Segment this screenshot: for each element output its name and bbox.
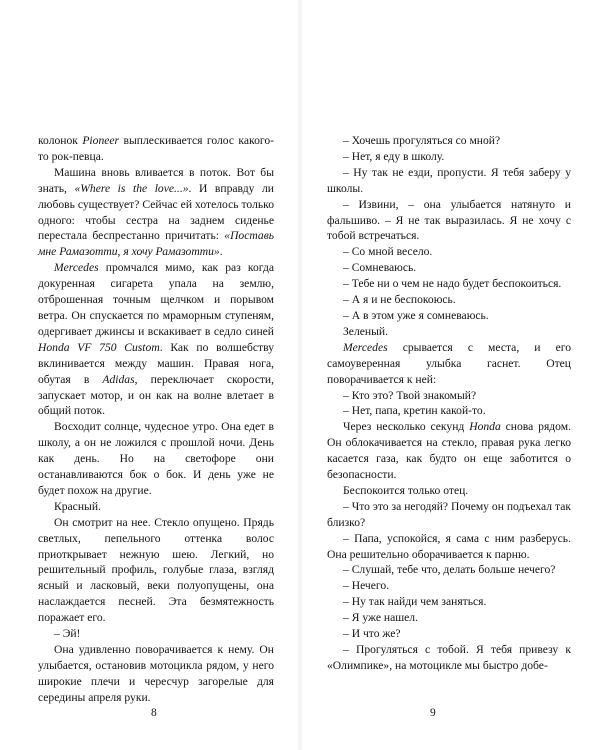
text-run: – Папа, успокойся, я сама с ним разберусь. Она решительно оборачивается к парню. xyxy=(327,531,571,561)
text-run: – Прогуляться с тобой. Я тебя привезу к «Олимпике», на мотоцикле мы быстро добе- xyxy=(327,643,571,672)
text-run: выплескивается голос какого-то рок-певца. xyxy=(38,134,274,163)
paragraph xyxy=(327,594,571,610)
paragraph xyxy=(327,626,571,642)
paragraph xyxy=(38,626,274,642)
text-run: – Хочешь прогуляться со мной? xyxy=(343,134,501,147)
paragraph xyxy=(327,388,571,404)
paragraph xyxy=(38,133,274,165)
text-run: – И что же? xyxy=(343,627,401,641)
text-run: – Сомневаюсь. xyxy=(343,261,417,275)
text-run: . xyxy=(219,245,223,259)
paragraph xyxy=(327,324,571,340)
paragraph xyxy=(327,276,571,292)
text-run: – Что это за негодяй? Почему он подъехал так близко? xyxy=(327,499,571,529)
text-run: . И вправду ли любовь существует? Сейчас ей хотелось только одного: чтобы сестра на заднем сиденье перестала беспрестанно причитать: xyxy=(38,181,274,243)
right-page xyxy=(300,0,600,750)
paragraph xyxy=(327,197,571,245)
text-run: – Кто это? Твой знакомый? xyxy=(343,388,477,402)
left-page-text xyxy=(38,133,274,706)
text-run: – Извини, – она улыбается натянуто и фальшиво. – Я не так выразилась. Я не хочу с тобой встречаться. xyxy=(327,197,571,243)
paragraph xyxy=(327,578,571,594)
text-run: Красный. xyxy=(54,499,101,513)
paragraph xyxy=(327,642,571,674)
paragraph xyxy=(38,419,274,499)
text-run: – Нет, я еду в школу. xyxy=(343,149,445,163)
italic-run: Honda VF 750 Custom xyxy=(38,340,160,354)
italic-run: Honda xyxy=(469,420,501,434)
text-run: – Тебе ни о чем не надо будет беспокоиться. xyxy=(343,277,562,291)
italic-run: Mercedes xyxy=(54,261,99,275)
right-page-number: 9 xyxy=(430,707,436,719)
paragraph xyxy=(327,308,571,324)
text-run: – Я уже нашел. xyxy=(343,611,418,625)
text-run: – Ну так найди чем заняться. xyxy=(343,595,487,609)
italic-run: «Поставь мне Рамазотти, я хочу Рамазотти» xyxy=(38,229,274,259)
text-run: Через несколько секунд xyxy=(343,420,470,434)
text-run: Зеленый. xyxy=(343,324,388,338)
text-run: промчался мимо, как раз когда докуренная сигарета упала на землю, отброшенная точным щелчком и порывом ветра. Он спускается по мраморным ступеням, одергивает джинсы и вскакивает в седло синей xyxy=(38,261,274,338)
paragraph xyxy=(327,133,571,149)
paragraph xyxy=(327,531,571,563)
text-run: – А в этом уже я сомневаюсь. xyxy=(343,308,489,322)
paragraph xyxy=(327,292,571,308)
paragraph xyxy=(327,610,571,626)
text-run: Машина вновь вливается в поток. Вот бы знать, xyxy=(38,165,274,195)
text-run: – Нечего. xyxy=(343,579,390,593)
text-run: . Как по волшебству вклинивается между машин. Правая нога, обутая в xyxy=(38,340,274,386)
paragraph xyxy=(327,499,571,531)
paragraph xyxy=(327,149,571,165)
text-run: – Эй! xyxy=(54,627,81,641)
paragraph xyxy=(327,403,571,419)
paragraph xyxy=(327,562,571,578)
text-run: – Нет, папа, кретин какой-то. xyxy=(343,404,486,418)
paragraph xyxy=(327,419,571,483)
italic-run: Mercedes xyxy=(343,340,388,354)
paragraph xyxy=(38,165,274,260)
text-run: Она удивленно поворачивается к нему. Он улыбается, остановив мотоцикла рядом, у него широкие плечи и чересчур загорелые для середины апреля руки. xyxy=(38,643,274,704)
text-run: колонок xyxy=(38,134,83,147)
text-run: – А я и не беспокоюсь. xyxy=(343,293,456,307)
text-run: Восходит солнце, чудесное утро. Она едет в школу, а он не ложился с прошлой ночи. День как день. Но на светофоре они останавливаются бок о бок. И день уже не будет похож на другие. xyxy=(38,420,274,497)
text-run: – Со мной весело. xyxy=(343,245,433,259)
italic-run: Pioneer xyxy=(82,134,120,147)
text-run: снова рядом. Он облокачивается на стекло, правая рука легко касается газа, как будто он еще заботится о безопасности. xyxy=(327,420,571,482)
text-run: – Ну так не езди, пропусти. Я тебя заберу у школы. xyxy=(327,165,571,195)
text-run: срывается с места, и его самоуверенная улыбка гаснет. Отец поворачивается к ней: xyxy=(327,340,571,386)
italic-run: «Where is the love...» xyxy=(74,181,189,195)
text-run: , переключает скорости, запускает мотор, и он как на волне влетает в общий поток. xyxy=(38,372,275,418)
paragraph xyxy=(327,483,571,499)
italic-run: Adidas xyxy=(102,372,135,386)
paragraph xyxy=(327,244,571,260)
paragraph xyxy=(327,165,571,197)
left-page-number: 8 xyxy=(151,707,157,719)
paragraph xyxy=(38,260,274,419)
paragraph xyxy=(38,515,274,626)
paragraph xyxy=(38,499,274,515)
right-page-text xyxy=(327,133,571,674)
text-run: Он смотрит на нее. Стекло опущено. Прядь светлых, пепельного оттенка волос приоткрывает нежную шею. Легкий, но решительный профиль, голубые глаза, взгляд ясный и ласковый, веки полуопущены, она наслаждается песней. Эта безмятежность поражает его. xyxy=(38,515,274,625)
text-run: – Слушай, тебе что, делать больше нечего? xyxy=(343,563,556,577)
paragraph xyxy=(327,340,571,388)
paragraph xyxy=(38,642,274,706)
text-run: Беспокоится только отец. xyxy=(343,483,469,497)
paragraph xyxy=(327,260,571,276)
